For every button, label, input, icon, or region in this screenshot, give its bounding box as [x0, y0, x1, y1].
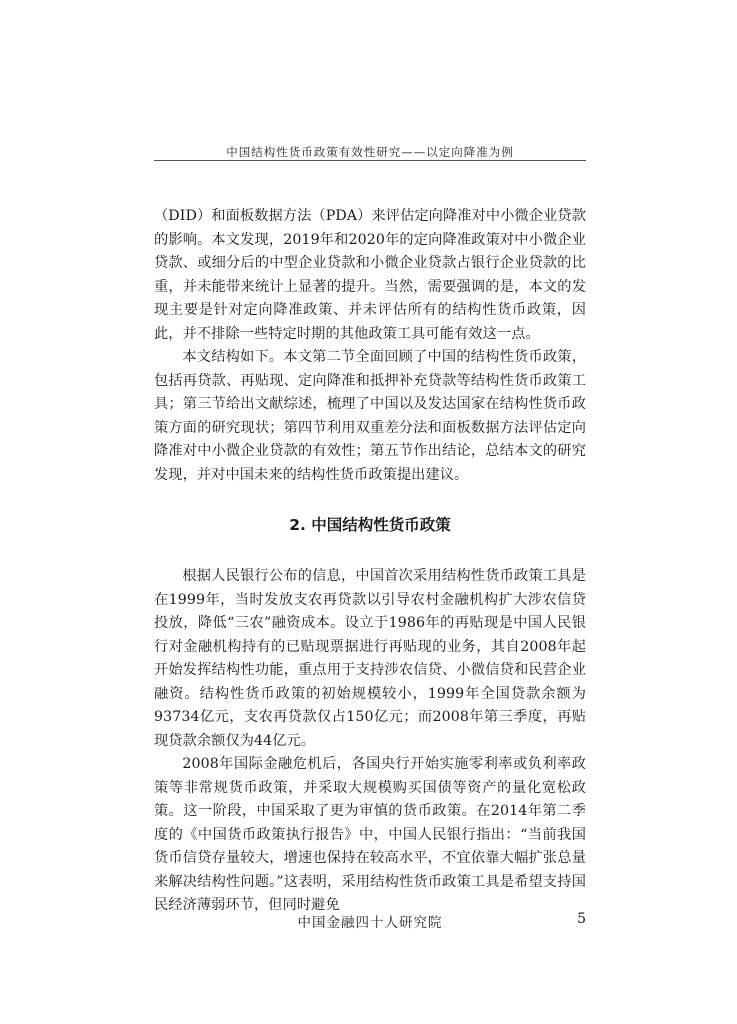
section-heading: 2. 中国结构性货币政策	[289, 516, 451, 534]
paragraph-continuation: （DID）和面板数据方法（PDA）来评估定向降准对中小微企业贷款的影响。本文发现，2019年和2020年的定向降准政策对中小微企业贷款、或细分后的中型企业贷款和小微企业贷款占银行企业贷款的比重，并未能带来统计上显著的提升。当然，需要强调的是，本文的发现主要是针对定向降准政策、并未评估所有的结构性货币政策，因此，并不排除一些特定时期的其他政策工具可能有效这一点。	[154, 208, 586, 342]
header-rule	[154, 160, 586, 161]
running-header: 中国结构性货币政策有效性研究——以定向降准为例	[226, 145, 514, 159]
page-number: 5	[577, 911, 586, 927]
footer-publisher: 中国金融四十人研究院	[297, 915, 443, 931]
paragraph-crisis: 2008年国际金融危机后，各国央行开始实施零利率或负利率政策等非常规货币政策，并采取大规模购买国债等资产的量化宽松政策。这一阶段，中国采取了更为审慎的货币政策。在2014年第二季度的《中国货币政策执行报告》中，中国人民银行指出：“当前我国货币信贷存量较大，增速也保持在较高水平，不宜依靠大幅扩张总量来解决结构性问题。”这表明，采用结构性货币政策工具是希望支持国民经济薄弱环节，但同时避免	[154, 756, 586, 913]
paragraph-structure: 本文结构如下。本文第二节全面回顾了中国的结构性货币政策，包括再贷款、再贴现、定向降准和抵押补充贷款等结构性货币政策工具；第三节给出文献综述，梳理了中国以及发达国家在结构性货币政策方面的研究现状；第四节利用双重差分法和面板数据方法评估定向降准对中小微企业贷款的有效性；第五节作出结论，总结本文的研究发现，并对中国未来的结构性货币政策提出建议。	[154, 349, 586, 483]
paragraph-history: 根据人民银行公布的信息，中国首次采用结构性货币政策工具是在1999年，当时发放支农再贷款以引导农村金融机构扩大涉农信贷投放，降低“三农”融资成本。设立于1986年的再贴现是中国人民银行对金融机构持有的已贴现票据进行再贴现的业务，其自2008年起开始发挥结构性功能，重点用于支持涉农信贷、小微信贷和民营企业融资。结构性货币政策的初始规模较小，1999年全国贷款余额为93734亿元，支农再贷款仅占150亿元；而2008年第三季度，再贴现贷款余额仅为44亿元。	[154, 568, 586, 749]
page-content	[154, 205, 586, 918]
